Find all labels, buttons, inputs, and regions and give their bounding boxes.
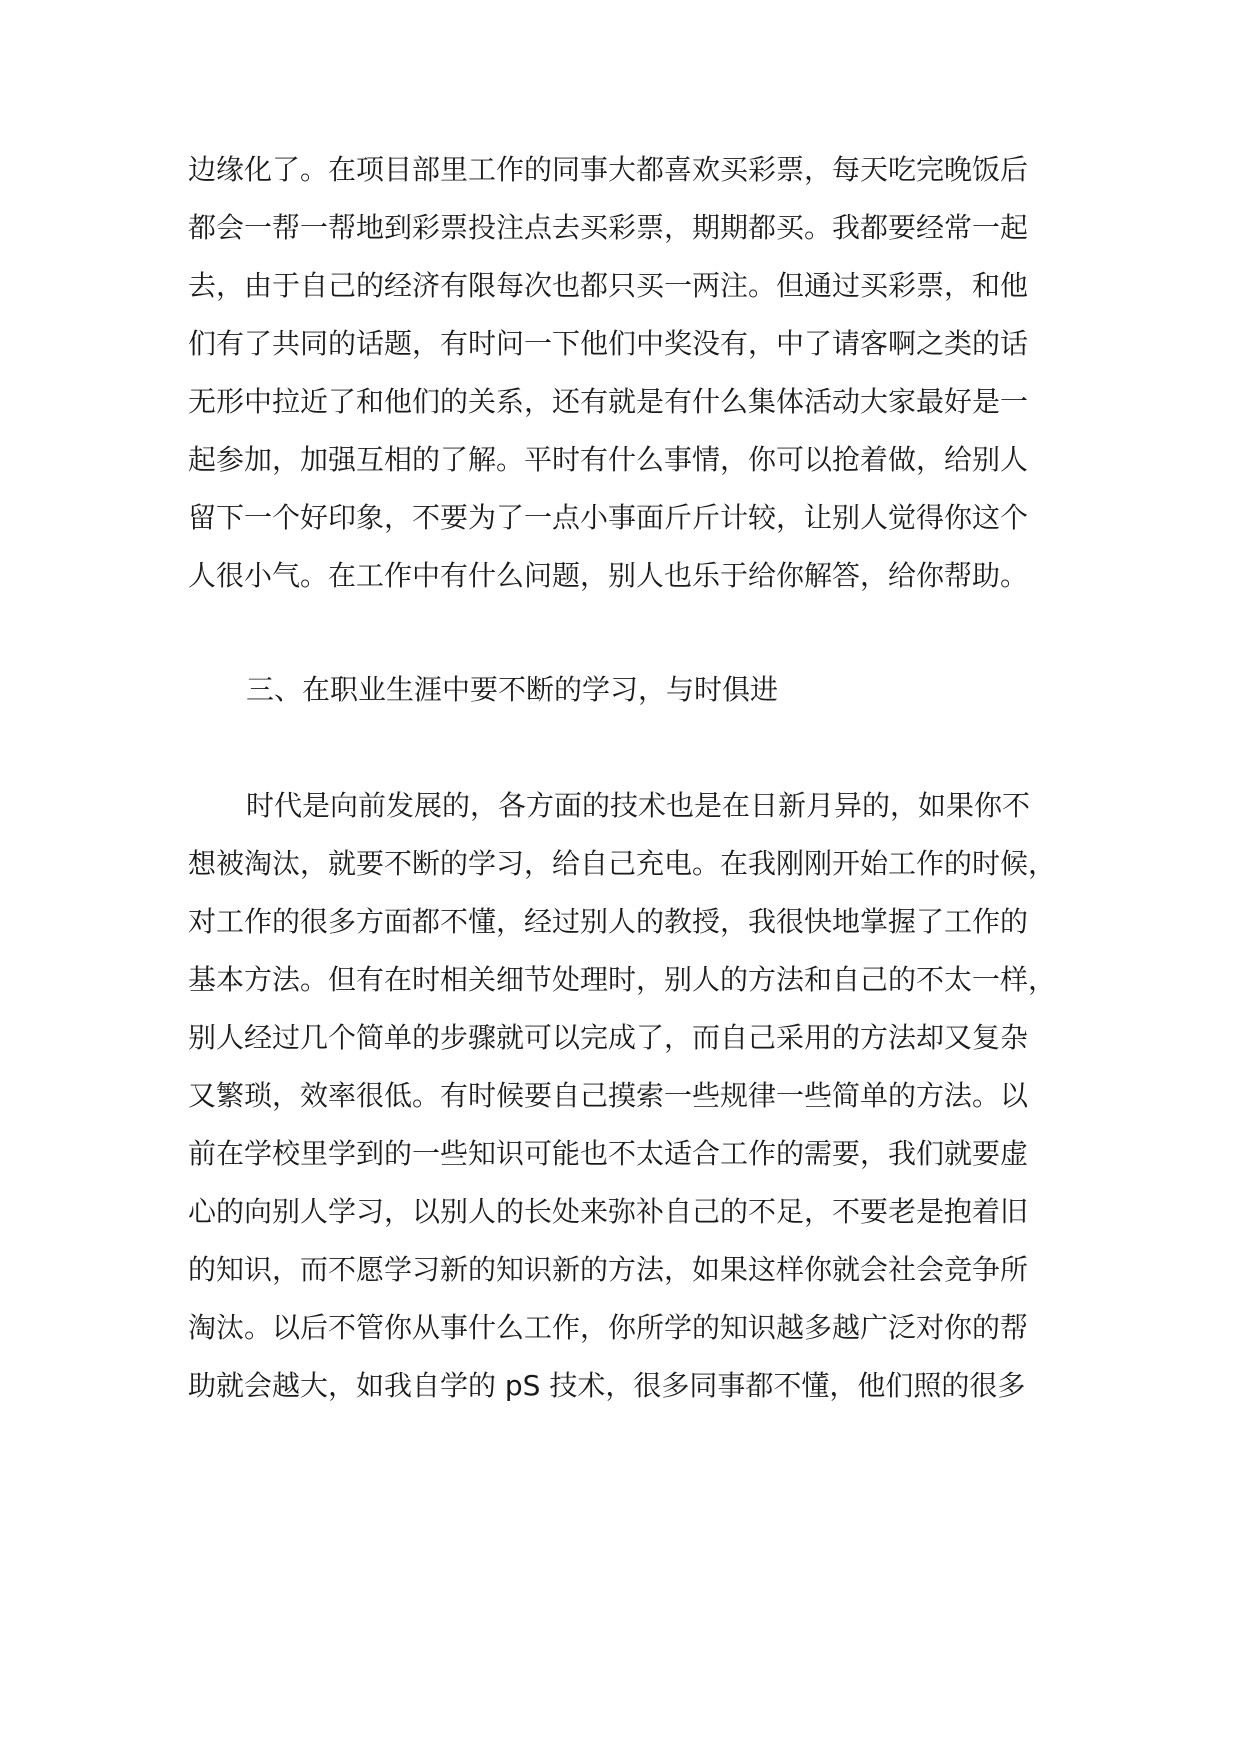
paragraph-line: 边缘化了。在项目部里工作的同事大都喜欢买彩票，每天吃完晚饭后: [188, 153, 1029, 186]
paragraph-line: 基本方法。但有在时相关细节处理时，别人的方法和自己的不太一样，: [188, 963, 1057, 996]
paragraph-line: 都会一帮一帮地到彩票投注点去买彩票，期期都买。我都要经常一起: [188, 211, 1029, 244]
paragraph-line: 又繁琐，效率很低。有时候要自己摸索一些规律一些简单的方法。以: [188, 1079, 1029, 1112]
paragraph-line: 们有了共同的话题，有时问一下他们中奖没有，中了请客啊之类的话: [188, 327, 1029, 360]
paragraph-line: 起参加，加强互相的了解。平时有什么事情，你可以抢着做，给别人: [188, 443, 1029, 476]
paragraph-line: 助就会越大，如我自学的 pS 技术，很多同事都不懂，他们照的很多: [188, 1369, 1026, 1402]
paragraph-line: 去，由于自己的经济有限每次也都只买一两注。但通过买彩票，和他: [188, 269, 1029, 302]
paragraph-line: 无形中拉近了和他们的关系，还有就是有什么集体活动大家最好是一: [188, 385, 1029, 418]
paragraph-line: 前在学校里学到的一些知识可能也不太适合工作的需要，我们就要虚: [188, 1137, 1029, 1170]
paragraph-line: 别人经过几个简单的步骤就可以完成了，而自己采用的方法却又复杂: [188, 1021, 1029, 1054]
paragraph-line: 心的向别人学习，以别人的长处来弥补自己的不足，不要老是抱着旧: [188, 1195, 1029, 1228]
paragraph-line: 的知识，而不愿学习新的知识新的方法，如果这样你就会社会竞争所: [188, 1253, 1029, 1286]
section-heading: 三、在职业生涯中要不断的学习，与时俱进: [246, 673, 779, 706]
paragraph-line: 时代是向前发展的，各方面的技术也是在日新月异的，如果你不: [246, 789, 1031, 822]
paragraph-line: 留下一个好印象，不要为了一点小事面斤斤计较，让别人觉得你这个: [188, 501, 1029, 534]
paragraph-line: 想被淘汰，就要不断的学习，给自己充电。在我刚刚开始工作的时候，: [188, 847, 1057, 880]
paragraph-line: 淘汰。以后不管你从事什么工作，你所学的知识越多越广泛对你的帮: [188, 1311, 1029, 1344]
paragraph-line: 对工作的很多方面都不懂，经过别人的教授，我很快地掌握了工作的: [188, 905, 1029, 938]
paragraph-line: 人很小气。在工作中有什么问题，别人也乐于给你解答，给你帮助。: [188, 559, 1029, 592]
